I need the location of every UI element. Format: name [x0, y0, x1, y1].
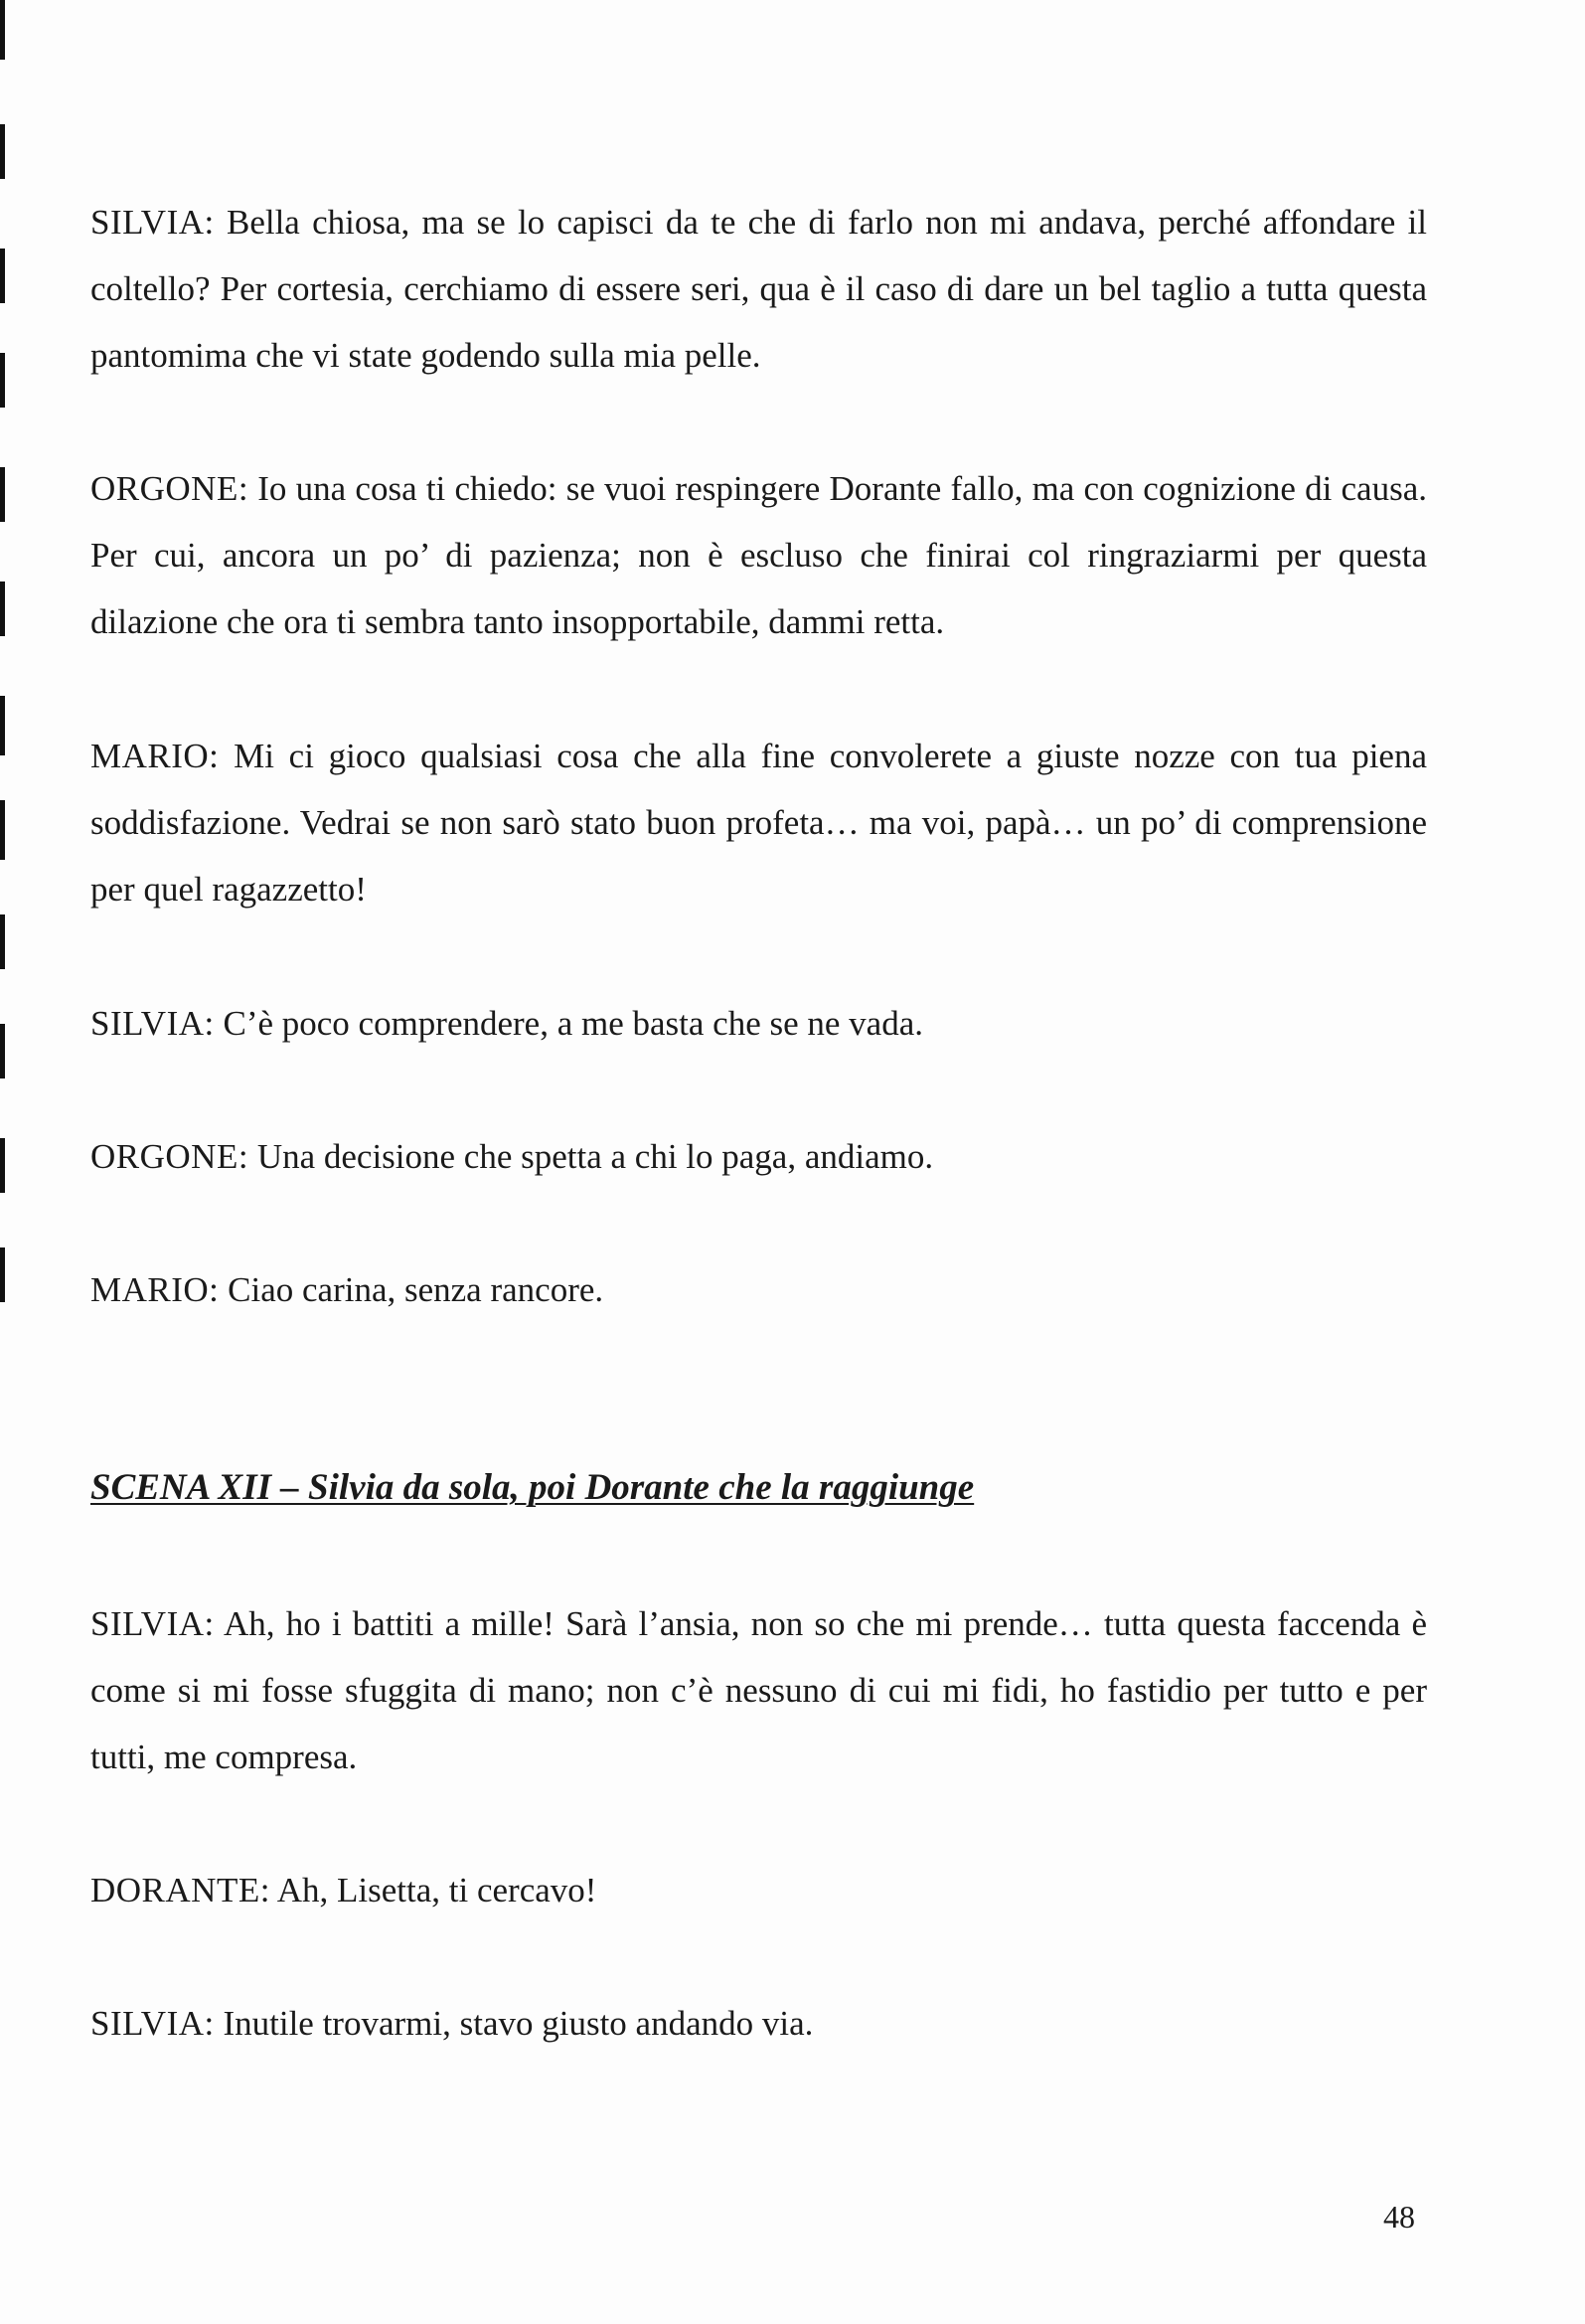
speaker-label: ORGONE:	[90, 1137, 249, 1176]
speaker-label: SILVIA:	[90, 2004, 215, 2043]
page-number: 48	[1383, 2199, 1415, 2235]
scene-heading: SCENA XII – Silvia da sola, poi Dorante che la raggiunge	[90, 1467, 975, 1508]
dialogue-orgone-2	[90, 1123, 1427, 1190]
dialogue-silvia-1	[90, 189, 1427, 389]
binding-mark	[0, 353, 5, 408]
dialogue-mario-1	[90, 723, 1427, 922]
dialogue-mario-2	[90, 1256, 1427, 1323]
speaker-label: SILVIA:	[90, 1004, 215, 1043]
binding-mark	[0, 696, 5, 755]
dialogue-silvia-2	[90, 990, 1427, 1057]
speaker-label: ORGONE:	[90, 469, 249, 508]
dialogue-text: C’è poco comprendere, a me basta che se ne vada.	[223, 1004, 923, 1043]
dialogue-silvia-3	[90, 1590, 1427, 1790]
binding-mark	[0, 1247, 5, 1302]
dialogue-text: Ciao carina, senza rancore.	[228, 1270, 604, 1309]
binding-mark	[0, 581, 5, 636]
binding-mark	[0, 914, 5, 969]
dialogue-text: Ah, ho i battiti a mille! Sarà l’ansia, non so che mi prende… tutta questa faccenda è come si mi fosse sfuggita di mano; non c’è nessuno di cui mi fidi, ho fastidio per tutto e per tutti, me compresa.	[90, 1604, 1428, 1776]
speaker-label: MARIO:	[90, 737, 220, 775]
dialogue-silvia-4	[90, 1990, 1427, 2057]
binding-mark	[0, 467, 5, 522]
speaker-label: DORANTE:	[90, 1871, 270, 1909]
dialogue-text: Inutile trovarmi, stavo giusto andando via.	[223, 2004, 814, 2043]
binding-mark	[0, 1024, 5, 1079]
binding-mark	[0, 124, 5, 179]
binding-mark	[0, 1138, 5, 1193]
dialogue-orgone-1	[90, 455, 1427, 655]
binding-mark	[0, 800, 5, 860]
dialogue-text: Una decisione che spetta a chi lo paga, andiamo.	[256, 1137, 934, 1176]
dialogue-dorante-1	[90, 1857, 1427, 1923]
speaker-label: SILVIA:	[90, 203, 215, 242]
dialogue-text: Bella chiosa, ma se lo capisci da te che di farlo non mi andava, perché affondare il coltello? Per cortesia, cerchiamo di essere seri, qua è il caso di dare un bel taglio a tutta questa pantomima che vi state godendo sulla mia pelle.	[90, 203, 1427, 375]
binding-marks	[0, 0, 12, 1392]
dialogue-text: Ah, Lisetta, ti cercavo!	[276, 1871, 597, 1909]
binding-mark	[0, 0, 5, 60]
speaker-label: SILVIA:	[90, 1604, 215, 1643]
speaker-label: MARIO:	[90, 1270, 220, 1309]
dialogue-text: Io una cosa ti chiedo: se vuoi respingere Dorante fallo, ma con cognizione di causa. Per cui, ancora un po’ di pazienza; non è escluso che finirai col ringraziarmi per questa dilazione che ora ti sembra tanto insopportabile, dammi retta.	[90, 469, 1427, 641]
dialogue-text: Mi ci gioco qualsiasi cosa che alla fine convolerete a giuste nozze con tua piena soddisfazione. Vedrai se non sarò stato buon profeta… ma voi, papà… un po’ di comprensione per quel ragazzetto!	[90, 737, 1428, 909]
binding-mark	[0, 249, 5, 303]
